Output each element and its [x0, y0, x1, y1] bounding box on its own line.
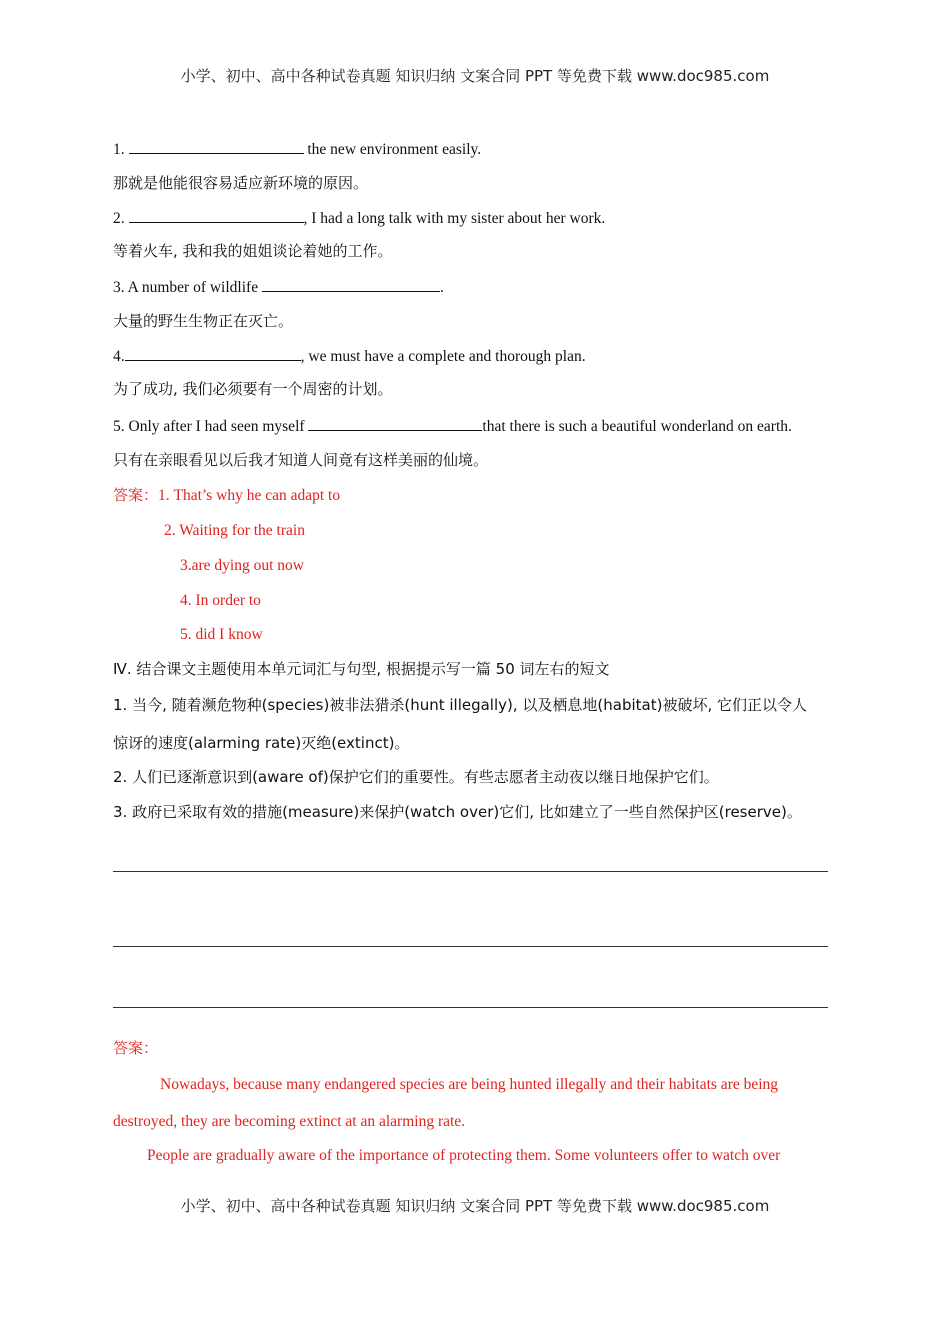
question-5-text: 5. Only after I had seen myself: [113, 418, 305, 435]
essay-answer-line-1: Nowadays, because many endangered species are being hunted illegally and their habitats are being: [160, 1076, 779, 1093]
question-1-number: 1.: [113, 141, 125, 158]
question-3-end: .: [439, 279, 444, 296]
section-4-point-1-cont: 惊讶的速度(alarming rate)灭绝(extinct)。: [113, 734, 410, 752]
section-4-point-3: 3. 政府已采取有效的措施(measure)来保护(watch over)它们, 比如建立了一些自然保护区(reserve)。: [113, 803, 802, 821]
question-4-number: 4.: [113, 348, 125, 365]
answer-blank-2[interactable]: [129, 206, 304, 223]
question-5-translation: 只有在亲眼看见以后我才知道人间竟有这样美丽的仙境。: [113, 451, 489, 469]
answer-blank-5[interactable]: [308, 414, 482, 431]
answer-item-1: 1. That’s why he can adapt to: [158, 487, 341, 504]
page-footer: 小学、初中、高中各种试卷真题 知识归纳 文案合同 PPT 等免费下载 www.doc985.com: [180, 1197, 770, 1215]
answer-item-4: 4. In order to: [180, 592, 261, 609]
answers-1-label: 答案：: [113, 486, 159, 504]
answer-blank-3[interactable]: [262, 275, 440, 292]
question-5-end: that there is such a beautiful wonderland on earth.: [482, 418, 792, 435]
question-3-text: 3. A number of wildlife: [113, 279, 259, 296]
answers-2-label: 答案：: [113, 1039, 159, 1057]
answers-1: [113, 484, 340, 507]
question-1-translation: 那就是他能很容易适应新环境的原因。: [113, 174, 369, 192]
question-4-translation: 为了成功, 我们必须要有一个周密的计划。: [113, 380, 393, 398]
question-3-translation: 大量的野生生物正在灭亡。: [113, 312, 294, 330]
question-2-number: 2.: [113, 210, 125, 227]
question-1-text: the new environment easily.: [303, 141, 482, 158]
question-3: [113, 275, 444, 299]
answer-blank-4[interactable]: [125, 344, 301, 361]
question-4: [113, 344, 586, 368]
answer-item-2: 2. Waiting for the train: [164, 522, 305, 539]
writing-line-1[interactable]: [113, 871, 828, 872]
writing-line-2[interactable]: [113, 946, 828, 947]
answer-item-5: 5. did I know: [180, 626, 263, 643]
writing-line-3[interactable]: [113, 1007, 828, 1008]
question-2-translation: 等着火车, 我和我的姐姐谈论着她的工作。: [113, 242, 393, 260]
question-2-text: , I had a long talk with my sister about her work.: [303, 210, 606, 227]
page-header: 小学、初中、高中各种试卷真题 知识归纳 文案合同 PPT 等免费下载 www.doc985.com: [180, 67, 770, 85]
question-1: [113, 137, 481, 161]
section-4-point-1: 1. 当今, 随着濒危物种(species)被非法猎杀(hunt illegally), 以及栖息地(habitat)被破坏, 它们正以令人: [113, 696, 807, 714]
question-2: [113, 206, 605, 230]
essay-answer-line-3: People are gradually aware of the importance of protecting them. Some volunteers offer to watch over: [147, 1147, 781, 1164]
section-4-point-2: 2. 人们已逐渐意识到(aware of)保护它们的重要性。有些志愿者主动夜以继日地保护它们。: [113, 768, 719, 786]
section-4-title: Ⅳ. 结合课文主题使用本单元词汇与句型, 根据提示写一篇 50 词左右的短文: [113, 660, 610, 678]
answer-blank-1[interactable]: [129, 137, 304, 154]
essay-answer-line-2: destroyed, they are becoming extinct at an alarming rate.: [113, 1113, 466, 1130]
answer-item-3: 3.are dying out now: [180, 557, 304, 574]
question-4-text: , we must have a complete and thorough plan.: [300, 348, 586, 365]
question-5: [113, 414, 792, 438]
